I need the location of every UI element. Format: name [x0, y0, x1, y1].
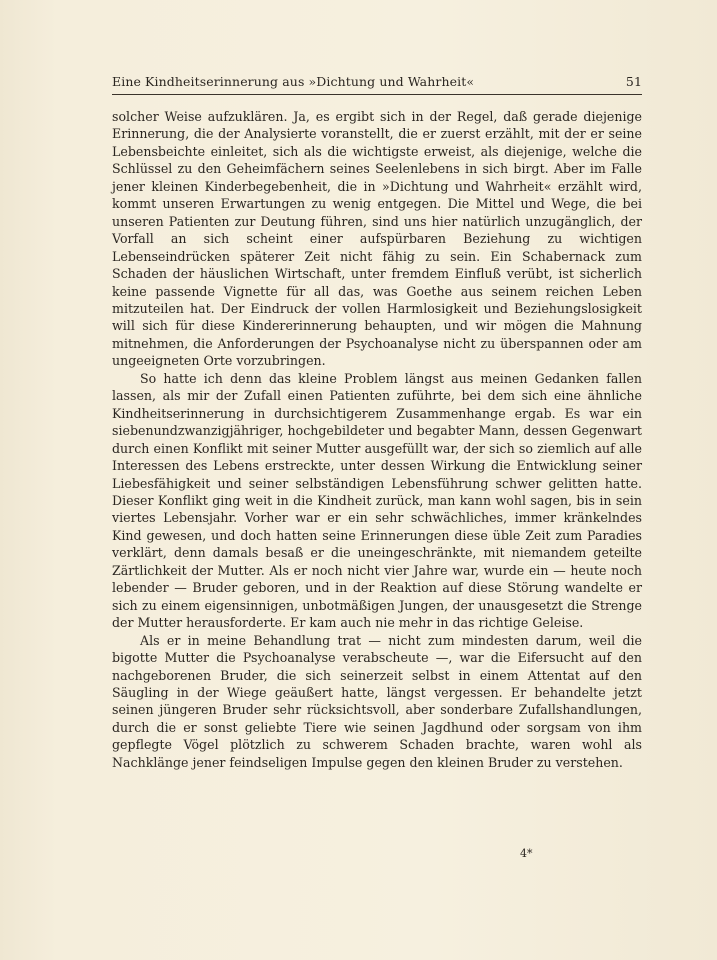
paragraph-1: solcher Weise aufzuklären. Ja, es ergibt sich in der Regel, daß gerade diejenige Erinnerung, die der Analysierte voranstellt, die er zuerst erzählt, mit der er seine Lebensbeichte einleitet, sich als die wichtigste erweist, als diejenige, welche die Schlüssel zu den Geheimfächern seines Seelenlebens in sich birgt. Aber im Falle jener kleinen Kinderbegebenheit, die in »Dichtung und Wahrheit« erzählt wird, kommt unseren Erwartungen zu wenig entgegen. Die Mittel und Wege, die bei unseren Patienten zur Deutung führen, sind uns hier natürlich unzugänglich, der Vorfall an sich scheint einer aufspürbaren Beziehung zu wichtigen Lebenseindrücken späterer Zeit nicht fähig zu sein. Ein Schabernack zum Schaden der häuslichen Wirtschaft, unter fremdem Einfluß verübt, ist sicherlich keine passende Vignette für all das, was Goethe aus seinem reichen Leben mitzuteilen hat. Der Eindruck der vollen Harmlosigkeit und Beziehungslosigkeit will sich für diese Kindererinnerung behaupten, und wir mögen die Mahnung mitnehmen, die Anforderungen der Psychoanalyse nicht zu überspannen oder am ungeeigneten Orte vorzubringen.	[112, 109, 642, 369]
paragraph-2: So hatte ich denn das kleine Problem längst aus meinen Gedanken fallen lassen, als mir der Zufall einen Patienten zuführte, bei dem sich eine ähnliche Kindheitserinnerung in durchsichtigerem Zusammenhange ergab. Es war ein siebenundzwanzigjähriger, hochgebildeter und begabter Mann, dessen Gegenwart durch einen Konflikt mit seiner Mutter ausgefüllt war, der sich so ziemlich auf alle Interessen des Lebens erstreckte, unter dessen Wirkung die Entwicklung seiner Liebesfähigkeit und seiner selbständigen Lebensführung schwer gelitten hatte. Dieser Konflikt ging weit in die Kindheit zurück, man kann wohl sagen, bis in sein viertes Lebensjahr. Vorher war er ein sehr schwächliches, immer kränkelndes Kind gewesen, und doch hatten seine Erinnerungen diese üble Zeit zum Paradies verklärt, denn damals besaß er die uneingeschränkte, mit niemandem geteilte Zärtlichkeit der Mutter. Als er noch nicht vier Jahre war, wurde ein — heute noch lebender — Bruder geboren, und in der Reaktion auf diese Störung wandelte er sich zu einem eigensinnigen, unbotmäßigen Jungen, der unausgesetzt die Strenge der Mutter herausforderte. Er kam auch nie mehr in das richtige Geleise.	[112, 370, 642, 631]
signature-mark: 4*	[520, 847, 533, 860]
running-title: Eine Kindheitserinnerung aus »Dichtung und Wahrheit«	[112, 74, 475, 89]
running-head	[112, 74, 642, 89]
body-text	[112, 108, 642, 771]
page-number: 51	[625, 74, 642, 89]
paragraph-3: Als er in meine Behandlung trat — nicht zum mindesten darum, weil die bigotte Mutter die Psychoanalyse verabscheute —, war die Eifersucht auf den nachgeborenen Bruder, die sich seinerzeit selbst in einem Attentat auf den Säugling in der Wiege geäußert hatte, längst vergessen. Er behandelte jetzt seinen jüngeren Bruder sehr rücksichtsvoll, aber sonderbare Zufallshandlungen, durch die er sonst geliebte Tiere wie seinen Jagdhund oder sorgsam von ihm gepflegte Vögel plötzlich zu schwerem Schaden brachte, waren wohl als Nachklänge jener feindseligen Impulse gegen den kleinen Bruder zu verstehen.	[112, 632, 642, 770]
header-rule	[112, 94, 642, 95]
